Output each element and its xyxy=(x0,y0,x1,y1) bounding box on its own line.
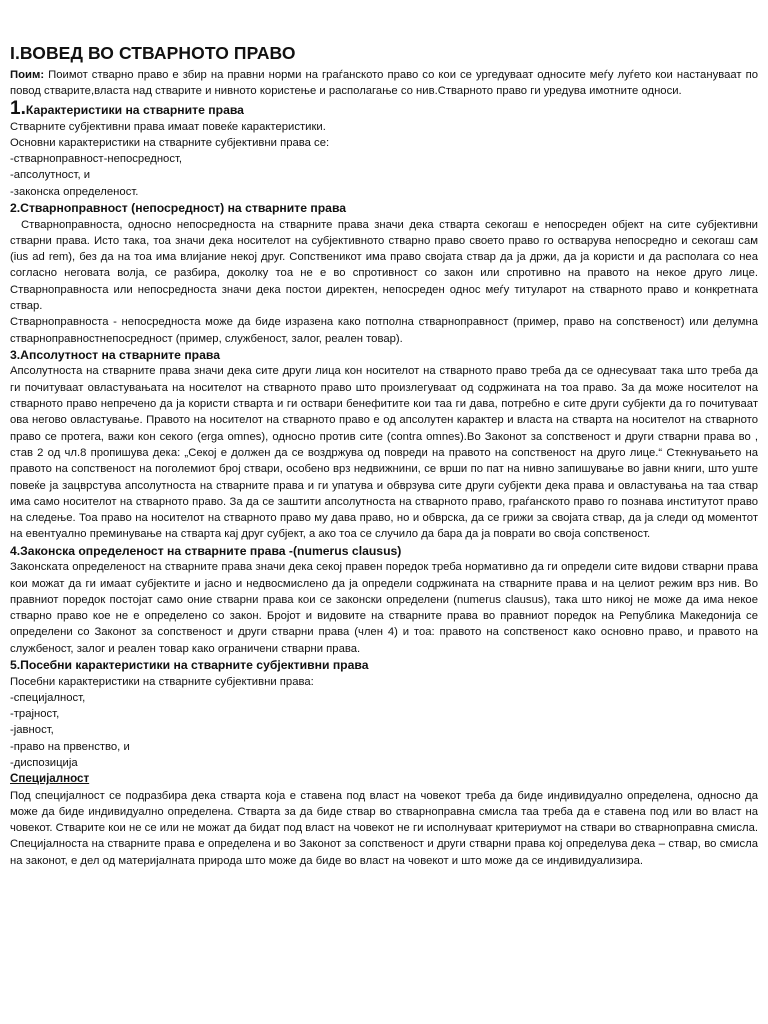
section-1-line: Основни карактеристики на стварните субјективни права се: xyxy=(10,136,330,149)
section-4-heading: 4.Законска определеност на стварните права -(numerus clausus) xyxy=(10,543,402,558)
section-2-heading: 2.Стварноправност (непосредност) на стварните права xyxy=(10,201,347,216)
section-2-paragraph: Стварноправноста, односно непосредноста на стварните права значи дека стварта секогаш е непосреден објект на сите субјективни стварни права. Исто така, тоа значи дека носителот на субјективното стварно право своето право го остварува непосредно и секогаш сам (ius ad rem), без да на тоа има влијание некој друг. Сопственикот има право својата ствар да ја држи, да ја користи и да располага со неа согласно неговата волја, се разбира, доколку тоа не е во спротивност со закон или спротивно на правото на некое друго лице. Стварноправноста или непосредноста значи дека постои директен, непосреден однос меѓу титуларот на стварното право и конкретната ствар. xyxy=(10,218,762,313)
section-5-line: -специјалност, xyxy=(10,691,86,704)
section-5-line: -јавност, xyxy=(10,724,54,737)
document-title: I.ВОВЕД ВО СТВАРНОТО ПРАВО xyxy=(10,43,296,63)
subsection-heading: Специјалност xyxy=(10,772,90,786)
section-1-line: -законска определеност. xyxy=(10,185,139,198)
subsection-paragraph: Под специјалност се подразбира дека стварта која е ставена под власт на човекот треба да биде индивидуално определена, односно да може да биде индивидуално определена. Стварта за да биде ствар во стварноправна смисла таа треба да е ставена под или во власт на човекот. Стварите кои не се или не можат да бидат под власт на човекот не ги исполнуваат критериумот на ствари во стварноправна смисла. Специјалноста на стварните права е определена и во Законот за сопственост и други стварни права кој определува дека – ствар, во смисла на законот, е дел од материјалната природа што може да биде во власт на човекот и што може да се индивидуализира. xyxy=(10,789,758,867)
section-1-line: Стварните субјективни права имаат повеќе карактеристики. xyxy=(10,120,326,133)
section-3-paragraph: Апсолутноста на стварните права значи дека сите други лица кон носителот на стварното право треба да се однесуваат така што треба да ги почитуваат овластувањата на носителот на стварното право што произлегуваат од содржината на тоа право. За да може носителот на стварното право непречено да ја користи стварта и ги оствари бенефитите кои таа ги дава, потребно е сите други субјекти да го почитуваат ова негово овластување. Правото на носителот на стварното право е од апсолутен карактер и власта на стварта на носителот на стварното право се протега, важи кон секого (erga omnes), односно против сите (contra omnes).Во Законот за сопственост и други стварни права во , став 2 од чл.8 пропишува дека: „Секој е должен да се воздржува од повреди на правото на сопственост на друго лице.“ Стекнувањето на правото на сопственост на поголемиот број ствари, особено врз недвижнини, се врши по пат на нивно запишување во јавни книги, што уште повеќе ја зацврстува апсолутноста на стварните права и ги упатува и обврзува сите други субјекти дека права и овластувања на таа ствар има само носителот на стварното право. За да се заштити апсолутноста на стварното право, граѓанското право го познава институтот право на следење. Тоа право на носителот на стварното право му дава право, но и обврска, да се грижи за својата ствар, да ја следи од моментот на евентуално преминување на стварта кај друг субјект, а ако тоа се случило да бара да ја поврати во своја сопственост. xyxy=(10,365,758,541)
section-5-line: Посебни карактеристики на стварните субјективни права: xyxy=(10,675,314,688)
section-5-heading: 5.Посебни карактеристики на стварните субјективни права xyxy=(10,658,369,672)
section-1-heading xyxy=(10,97,758,119)
intro-paragraph xyxy=(10,67,758,100)
section-2-paragraph: Стварноправноста - непосредноста може да биде изразена како потполна стварноправност (пример, право на сопственост) или делумна стварноправностнепосредност (пример, службеност, залог, реален товар). xyxy=(10,316,758,345)
section-1-number: 1. xyxy=(10,97,26,119)
section-5-line: -диспозиција xyxy=(10,756,78,769)
intro-text: Поимот стварно право е збир на правни норми на граѓанското право со кои се ургедуваат односите меѓу луѓето кои настануваат по повод стварите,власта над стварите и нивното користење и располагање со нив.Стварното право ги уредува имотните односи. xyxy=(10,69,758,98)
intro-label: Поим: xyxy=(10,69,45,81)
section-5-line: -трајност, xyxy=(10,708,60,721)
section-5-line: -право на првенство, и xyxy=(10,740,130,753)
section-1-line: -стварноправност-непосредност, xyxy=(10,153,183,166)
section-3-heading: 3.Апсолутност на стварните права xyxy=(10,347,221,362)
section-4-paragraph: Законската определеност на стварните права значи дека секој правен поредок треба нормативно да ги определи сите видови стварни права кои можат да ги имаат субјектите и јасно и недвосмислено да ја определи содржината на стварните права и на целиот режим врз нив. Во правниот поредок постојат само оние стварни права кои се законски определени (numerus clausus), така што никој не може да има некое стварно право кое не е определено со закон. Бројот и видовите на стварните права во правниот поредок на Република Македонија се определени со Законот за сопственост и други стварни права (член 4) и тоа: правото на сопственост како основно право, и правото на службеност, залог и реален товар како ограничени стварни права. xyxy=(10,561,758,655)
section-1-line: -апсолутност, и xyxy=(10,169,91,182)
section-1-title: Карактеристики на стварните права xyxy=(25,102,244,117)
